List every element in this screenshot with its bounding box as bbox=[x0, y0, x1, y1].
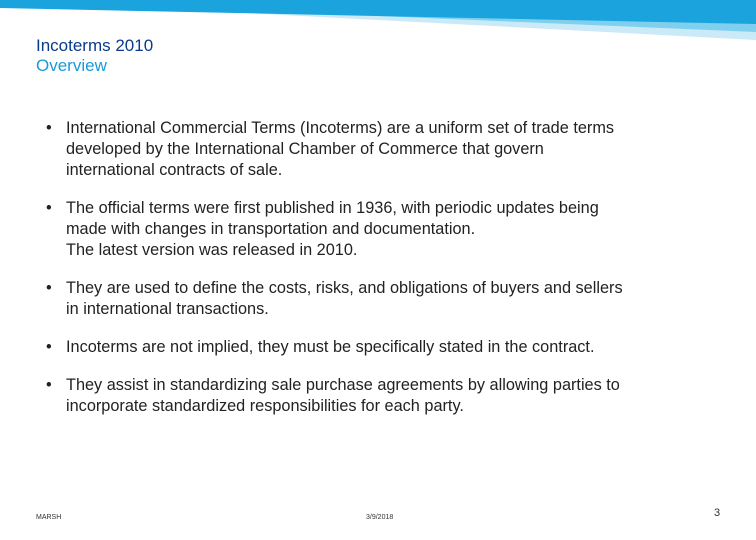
bullet-text-line: in international transactions. bbox=[66, 300, 269, 318]
bullet-dot-icon: • bbox=[46, 279, 52, 297]
bullet-text-line: developed by the International Chamber of Commerce that govern bbox=[66, 140, 544, 158]
bullet-dot-icon: • bbox=[46, 338, 52, 356]
bullet-dot-icon: • bbox=[46, 119, 52, 137]
footer-date: 3/9/2018 bbox=[366, 514, 394, 521]
title-subtitle: Overview bbox=[36, 56, 107, 75]
bullet-text-line: They are used to define the costs, risks, and obligations of buyers and sellers bbox=[66, 279, 623, 297]
bullet-item bbox=[46, 198, 706, 261]
bullet-text-line: incorporate standardized responsibilities for each party. bbox=[66, 397, 464, 415]
bullet-item bbox=[46, 337, 706, 358]
footer-brand: MARSH bbox=[36, 514, 62, 521]
bullet-text-line: The official terms were first published in 1936, with periodic updates being bbox=[66, 199, 599, 217]
bullet-text-line: made with changes in transportation and documentation. bbox=[66, 220, 476, 238]
bullet-item bbox=[46, 375, 706, 417]
bullet-text-line: International Commercial Terms (Incoterms) are a uniform set of trade terms bbox=[66, 119, 615, 137]
title-main: Incoterms 2010 bbox=[36, 36, 154, 55]
header-decorative-band bbox=[0, 0, 756, 40]
bullet-text-line: international contracts of sale. bbox=[66, 161, 283, 179]
page-number: 3 bbox=[714, 507, 721, 519]
band-main bbox=[0, 0, 756, 24]
bullet-dot-icon: • bbox=[46, 199, 52, 217]
slide-title bbox=[36, 36, 153, 76]
bullet-item bbox=[46, 278, 706, 320]
bullet-text-line: They assist in standardizing sale purchase agreements by allowing parties to bbox=[66, 376, 620, 394]
bullet-text-line: The latest version was released in 2010. bbox=[66, 241, 358, 259]
bullet-item bbox=[46, 118, 706, 181]
bullet-dot-icon: • bbox=[46, 376, 52, 394]
bullet-text-line: Incoterms are not implied, they must be specifically stated in the contract. bbox=[66, 338, 595, 356]
bullet-list bbox=[46, 118, 706, 434]
